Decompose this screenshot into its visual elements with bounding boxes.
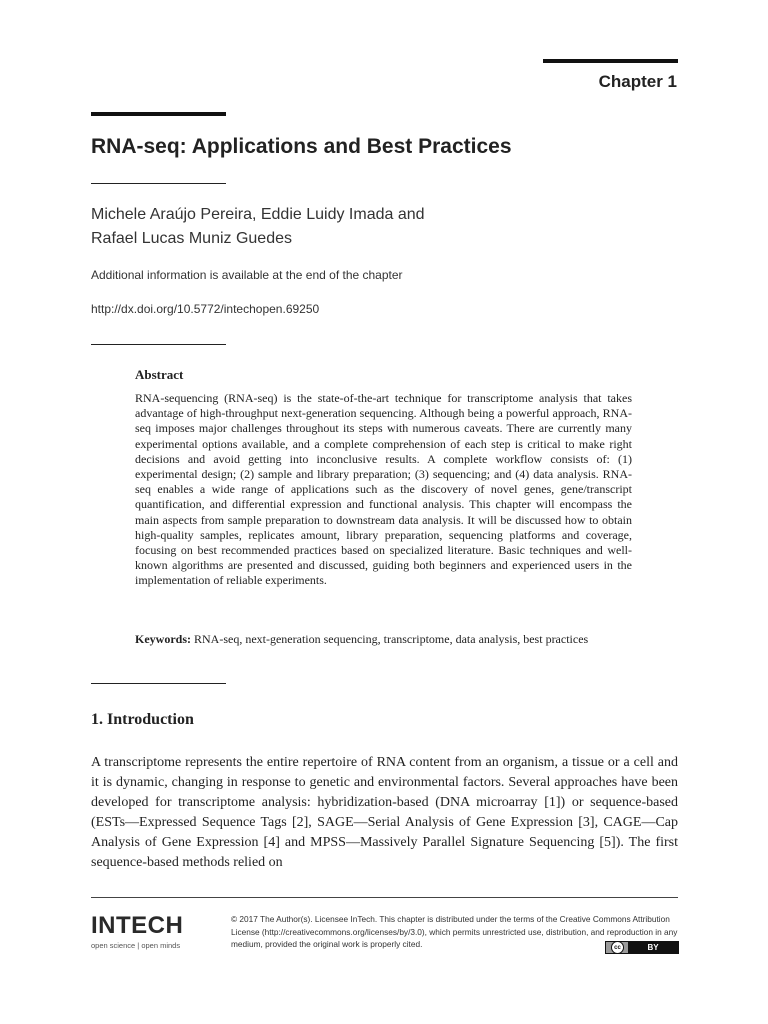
authors-line-2: Rafael Lucas Muniz Guedes — [91, 230, 292, 247]
keywords-list: RNA-seq, next-generation sequencing, transcriptome, data analysis, best practices — [194, 632, 589, 646]
section-heading: 1. Introduction — [91, 711, 194, 728]
chapter-rule — [543, 59, 678, 63]
cc-by-label: BY — [628, 942, 678, 953]
chapter-title: RNA-seq: Applications and Best Practices — [91, 135, 512, 158]
license-text: © 2017 The Author(s). Licensee InTech. This chapter is distributed under the terms of the Creative Commons Attribution License (http://creativecommons.org/licenses/by/3.0), which permits unrestricted use, distribution, and reproduction in any medium, provided the original work is properly cited. — [231, 914, 678, 950]
keywords — [135, 631, 632, 647]
section-body: A transcriptome represents the entire repertoire of RNA content from an organism, a tissue or a cell and it is dynamic, changing in response to genetic and environmental factors. Several approaches have been developed for transcriptome analysis: hybridization-based (DNA microarray [1]) or sequence-based (ESTs—Expressed Sequence Tags [2], SAGE—Serial Analysis of Gene Expression [3], CAGE—Cap Analysis of Gene Expression [4] and MPSS—Massively Parallel Signature Sequencing [5]). The first sequence-based methods relied on — [91, 755, 678, 870]
keywords-label: Keywords: — [135, 632, 191, 646]
divider — [91, 344, 226, 345]
title-rule — [91, 112, 226, 116]
chapter-label: Chapter 1 — [598, 72, 677, 91]
divider — [91, 683, 226, 684]
additional-info: Additional information is available at the end of the chapter — [91, 268, 403, 282]
cc-by-badge[interactable] — [605, 941, 679, 954]
abstract-heading: Abstract — [135, 367, 184, 382]
authors-line-1: Michele Araújo Pereira, Eddie Luidy Imada and — [91, 206, 425, 223]
abstract-body: RNA-sequencing (RNA-seq) is the state-of-the-art technique for transcriptome analysis that takes advantage of high-throughput next-generation sequencing. Although being a powerful approach, RNA-seq imposes major challenges throughout its steps with numerous caveats. There are currently many experimental options available, and a complete comprehension of each step is critical to make right decisions and avoid getting into inconclusive results. A complete workflow consists of: (1) experimental design; (2) sample and library preparation; (3) sequencing; and (4) data analysis. RNA-seq enables a wide range of applications such as the discovery of novel genes, gene/transcript quantification, and differential expression and functional analysis. This chapter will encompass the main aspects from sample preparation to downstream data analysis. It will be discussed how to obtain high-quality samples, replicates amount, library preparation, sequencing platforms and coverage, focusing on best recommended practices based on specialized literature. Basic techniques and well-known algorithms are presented and discussed, guiding both beginners and experienced users in the implementation of reliable experiments. — [135, 391, 632, 588]
cc-icon: cc — [611, 941, 624, 954]
authors — [91, 203, 511, 251]
divider — [91, 183, 226, 184]
doi-link[interactable]: http://dx.doi.org/10.5772/intechopen.69250 — [91, 302, 320, 316]
logo-tagline: open science | open minds — [91, 941, 181, 950]
footer-rule — [91, 897, 678, 898]
intech-logo: INTECH — [91, 912, 184, 939]
